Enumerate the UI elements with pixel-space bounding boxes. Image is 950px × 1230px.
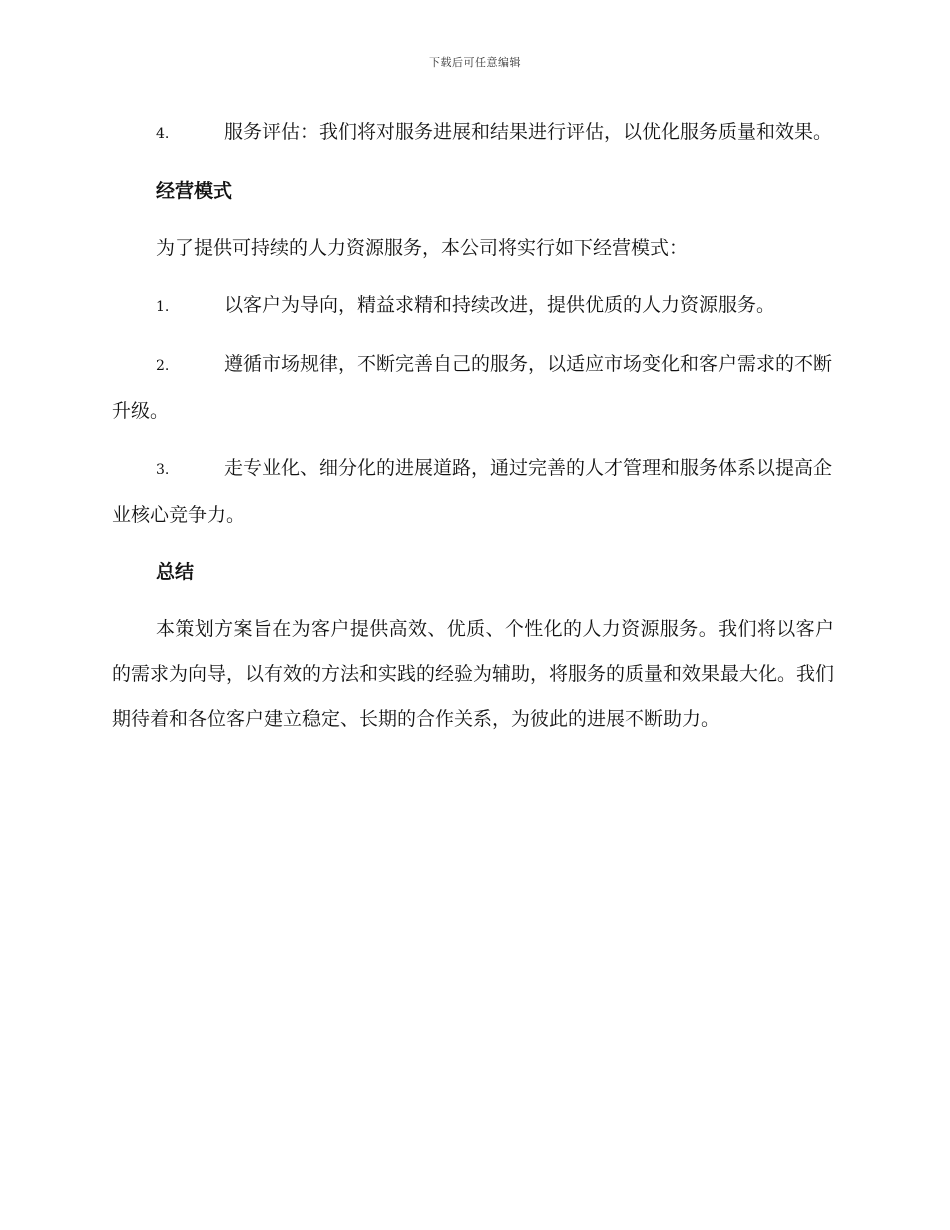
list-item-4 xyxy=(112,110,834,157)
document-body xyxy=(112,110,834,742)
list-number: 2. xyxy=(156,358,170,374)
list-item-2 xyxy=(112,342,834,434)
list-text: 遵循市场规律，不断完善自己的服务，以适应市场变化和客户需求的不断升级。 xyxy=(112,353,833,422)
summary-paragraph: 本策划方案旨在为客户提供高效、优质、个性化的人力资源服务。我们将以客户的需求为向导，以有效的方法和实践的经验为辅助，将服务的质量和效果最大化。我们期待着和各位客户建立稳定、长期的合作关系，为彼此的进展不断助力。 xyxy=(112,618,835,730)
list-item-3 xyxy=(112,446,834,538)
list-text: 走专业化、细分化的进展道路，通过完善的人才管理和服务体系以提高企业核心竞争力。 xyxy=(112,457,833,526)
section-heading-summary: 总结 xyxy=(156,561,195,583)
section-heading-business-model: 经营模式 xyxy=(156,180,233,202)
list-number: 1. xyxy=(156,299,170,315)
list-item-1 xyxy=(112,283,834,330)
page-header: 下载后可任意编辑 xyxy=(429,56,521,69)
list-number: 4. xyxy=(156,126,170,142)
section-intro: 为了提供可持续的人力资源服务，本公司将实行如下经营模式： xyxy=(156,237,689,259)
list-number: 3. xyxy=(156,462,170,478)
list-text: 服务评估：我们将对服务进展和结果进行评估，以优化服务质量和效果。 xyxy=(224,121,833,143)
list-text: 以客户为导向，精益求精和持续改进，提供优质的人力资源服务。 xyxy=(224,294,776,316)
